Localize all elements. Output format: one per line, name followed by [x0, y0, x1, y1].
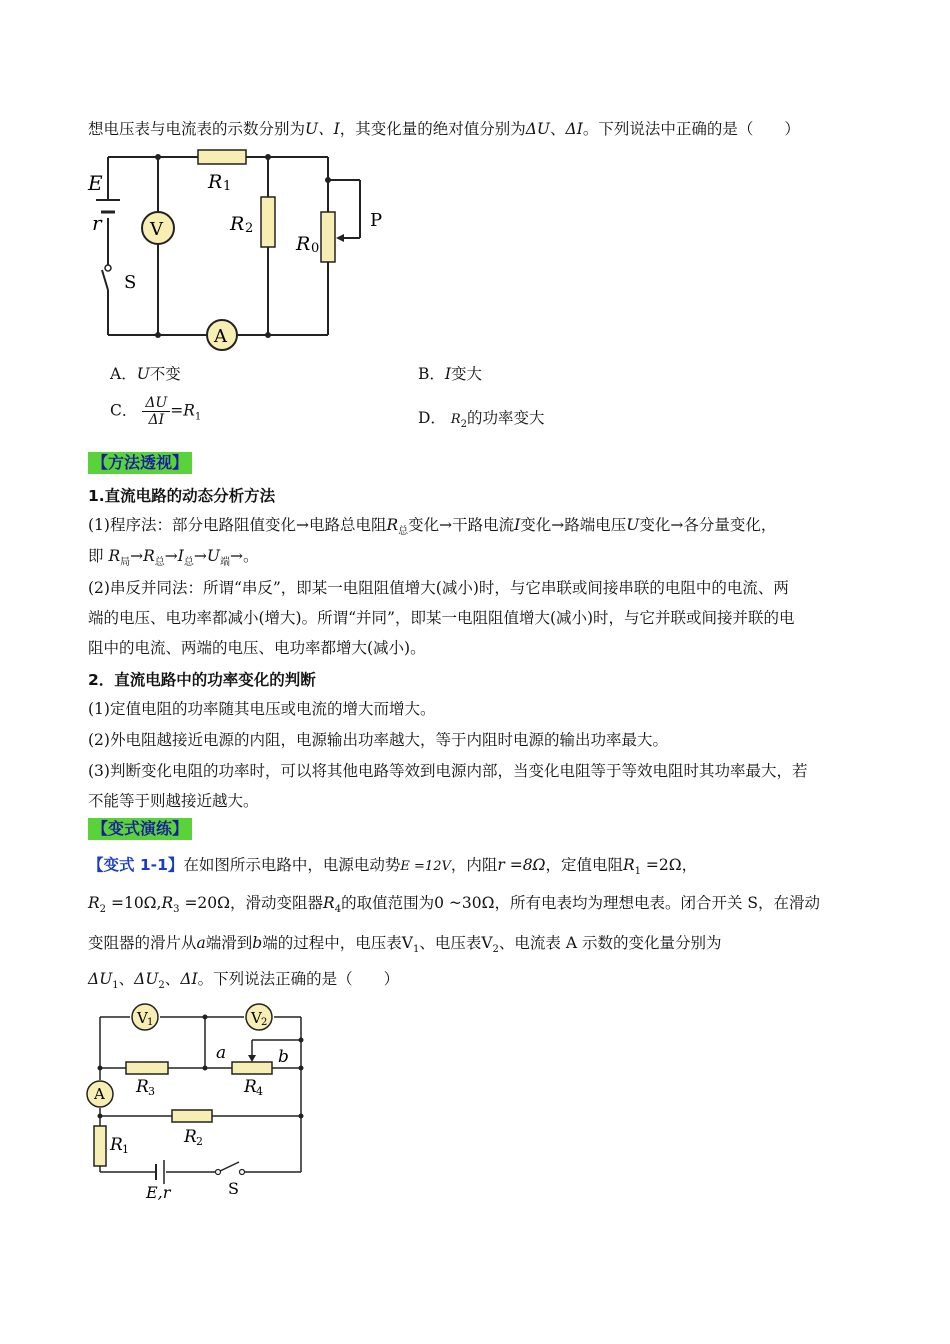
fig2-label-r3-sub: 3	[148, 1085, 155, 1098]
method-p1b-u: U	[206, 547, 220, 565]
method-p1b-arrow1: →	[130, 547, 144, 565]
fig2-label-r1: R	[110, 1135, 123, 1155]
practice-l1-c: ，定值电阻	[545, 856, 623, 874]
practice-l2-r3-value: =20Ω	[179, 894, 231, 912]
method-q1: (1)定值电阻的功率随其电压或电流的增大而增大。	[88, 700, 436, 718]
label-a: A	[214, 326, 227, 347]
method-p1b-end: →。	[230, 547, 259, 565]
practice-l2-r3: R	[161, 894, 174, 912]
method-p1a-i: I	[514, 516, 521, 534]
label-r2: R	[230, 213, 245, 235]
fig2-label-b: b	[278, 1047, 289, 1067]
method-p1a	[88, 514, 776, 543]
option-c[interactable]	[110, 395, 201, 429]
label-p: P	[370, 210, 383, 231]
method-p1a-u: U	[626, 516, 640, 534]
option-c-denominator: ΔI	[148, 412, 165, 428]
q1-intro-text: 想电压表与电流表的示数分别为	[88, 120, 306, 138]
method-p2-line1: (2)串反并同法：所谓“串反”，即某一电阻阻值增大(减小)时，与它串联或间接串联的电阻中的电流、两	[88, 579, 789, 597]
fig2-label-v2: V	[251, 1009, 262, 1027]
method-p1b-arrow2: →	[164, 547, 178, 565]
resistor-r1	[198, 150, 246, 164]
practice-l1-r1-value: =2Ω	[641, 856, 682, 874]
method-p1b	[88, 545, 259, 574]
resistor-r4	[232, 1062, 272, 1074]
fig2-label-v2-sub: 2	[261, 1017, 268, 1028]
method-p1b-arrow3: →	[193, 547, 207, 565]
option-b[interactable]	[418, 363, 482, 385]
resistor-r0	[321, 212, 335, 262]
fig2-label-r3: R	[136, 1077, 149, 1097]
fig2-label-er: E,r	[146, 1183, 171, 1202]
label-v: V	[150, 219, 163, 240]
practice-l2-r2-sub: 2	[99, 904, 107, 916]
practice-l3-a: 变阻器的滑片从	[88, 934, 197, 952]
option-a-var: U	[136, 365, 150, 383]
fig2-label-ammeter: A	[94, 1085, 105, 1103]
method-p1b-r1-sub: 局	[120, 557, 131, 569]
option-a[interactable]	[110, 363, 181, 385]
label-r1: R	[208, 171, 223, 193]
method-p2-line3: 阻中的电流、两端的电压、电功率都增大(减小)。	[88, 639, 426, 657]
fig2-label-r1-sub: 1	[122, 1143, 129, 1156]
practice-l2-a: ，滑动变阻器	[230, 894, 324, 912]
option-b-text: 变大	[451, 365, 483, 383]
fig2-label-r4-sub: 4	[256, 1085, 263, 1098]
practice-l1-a: 在如图所示电路中，电源电动势	[183, 856, 401, 874]
fig2-label-v1: V	[137, 1009, 148, 1027]
option-b-var: I	[444, 365, 452, 383]
label-r2-sub: 2	[245, 221, 254, 236]
method-p1a-d: 变化→各分量变化，	[639, 516, 777, 534]
fig2-label-r2: R	[184, 1127, 197, 1147]
q1-intro	[88, 118, 800, 140]
practice-l2-c: ，所有电表均为理想电表。闭合开关 S，在滑动	[494, 894, 821, 912]
practice-l1-r: r =8Ω	[497, 856, 546, 874]
q1-intro-mid: ，其变化量的绝对值分别为	[339, 120, 526, 138]
circuit-figure-2	[82, 1000, 322, 1205]
method-q3-line2: 不能等于则越接近越大。	[88, 792, 259, 810]
practice-l3-e: 、电流表 A 示数的变化量分别为	[498, 934, 722, 952]
method-p1b-pre: 即	[88, 547, 104, 565]
option-c-sub: 1	[194, 411, 202, 423]
practice-l4-du1: ΔU	[88, 970, 113, 988]
label-e: E	[88, 171, 103, 195]
practice-l3-a-var: a	[196, 934, 206, 952]
practice-l4-d: 。下列说法正确的是（ ）	[197, 970, 400, 988]
practice-line2	[88, 892, 820, 921]
circuit-figure-1	[80, 140, 400, 355]
option-d[interactable]	[418, 407, 545, 436]
method-q2: (2)外电阻越接近电源的内阻，电源输出功率越大，等于内阻时电源的输出功率最大。	[88, 731, 668, 749]
practice-line3	[88, 932, 721, 961]
label-s: S	[124, 272, 137, 293]
option-c-fraction	[142, 395, 170, 428]
practice-l2-r2-value: =10Ω,	[106, 894, 162, 912]
option-b-letter: B．	[418, 365, 445, 383]
practice-l3-v2: V	[481, 934, 493, 952]
label-r: r	[92, 211, 102, 235]
fig2-label-a: a	[216, 1043, 227, 1063]
fig2-label-r2-sub: 2	[196, 1135, 203, 1148]
option-c-numerator: ΔU	[142, 395, 170, 412]
practice-l4-du2: ΔU	[134, 970, 159, 988]
method-p1a-b: 变化→干路电流	[408, 516, 515, 534]
method-q3-line1: (3)判断变化电阻的功率时，可以将其他电路等效到电源内部，当变化电阻等于等效电阻时其功率最大，若	[88, 762, 808, 780]
option-c-rhs: =R	[170, 401, 195, 420]
option-d-sub: 2	[460, 419, 468, 431]
option-a-letter: A．	[110, 365, 137, 383]
method-p1b-i-sub: 总	[183, 557, 194, 569]
practice-l3-v2-sub: 2	[492, 944, 499, 956]
slider-arrow-icon-2	[248, 1055, 256, 1062]
practice-line4	[88, 968, 399, 997]
practice-l3-v1: V	[401, 934, 413, 952]
option-d-var: R	[450, 412, 461, 427]
label-r1-sub: 1	[223, 179, 232, 194]
practice-l4-di: ΔI	[180, 970, 198, 988]
practice-l2-r4: R	[323, 894, 335, 912]
practice-l3-b-var: b	[252, 934, 263, 952]
q1-intro-suffix: 。下列说法中正确的是（ ）	[582, 120, 800, 138]
option-a-text: 不变	[149, 365, 181, 383]
method-p1b-i: I	[177, 547, 184, 565]
practice-l2-b: 的取值范围为	[341, 894, 435, 912]
resistor-r2-fig2	[172, 1110, 212, 1122]
practice-l2-r3-sub: 3	[173, 904, 180, 916]
q1-intro-di: ΔI	[565, 120, 583, 138]
practice-l1-e: E =12V	[400, 859, 451, 874]
practice-l1-d: ，	[681, 856, 698, 874]
practice-tag: 【变式演练】	[88, 818, 192, 840]
q1-intro-sep: 、	[549, 120, 566, 138]
method-p1b-r2: R	[143, 547, 155, 565]
method-p1b-r1: R	[108, 547, 121, 565]
fig2-label-s: S	[228, 1179, 239, 1198]
label-r0-sub: 0	[311, 241, 320, 256]
slider-arrow-icon	[336, 234, 344, 242]
method-p1a-c: 变化→路端电压	[520, 516, 627, 534]
practice-l4-du1-sub: 1	[112, 980, 119, 992]
q1-intro-du: ΔU	[525, 120, 550, 138]
practice-line1	[88, 854, 697, 883]
practice-l3-b: 端滑到	[205, 934, 253, 952]
practice-l2-r4-sub: 4	[334, 904, 342, 916]
practice-l1-r1-sub: 1	[634, 866, 641, 878]
practice-l1-b: ，内阻	[450, 856, 498, 874]
method-p1a-r-sub: 总	[398, 526, 409, 538]
practice-l4-sep2: 、	[164, 970, 181, 988]
practice-l4-sep1: 、	[118, 970, 135, 988]
practice-l1-r1: R	[622, 856, 635, 874]
practice-l3-d: 、电压表	[419, 934, 482, 952]
practice-l3-c: 端的过程中，电压表	[262, 934, 402, 952]
option-d-letter: D．	[418, 409, 446, 427]
practice-label: 【变式 1-1】	[88, 856, 184, 874]
fig2-label-r4: R	[244, 1077, 257, 1097]
method-p1a-r: R	[386, 516, 399, 534]
method-tag: 【方法透视】	[88, 452, 192, 474]
practice-l3-v1-sub: 1	[412, 944, 420, 956]
label-r0: R	[296, 233, 311, 255]
q1-intro-ui: U、I	[305, 120, 340, 138]
resistor-r2	[261, 197, 275, 247]
resistor-r1-fig2	[94, 1126, 106, 1166]
practice-l2-range: 0 ~30Ω	[434, 894, 495, 912]
practice-l2-r2: R	[88, 894, 100, 912]
method-p1b-r2-sub: 总	[154, 557, 165, 569]
option-d-text: 的功率变大	[467, 409, 545, 427]
method-p2-line2: 端的电压、电功率都减小(增大)。所谓“并同”，即某一电阻阻值增大(减小)时，与它并联或间接并联的电	[88, 609, 795, 627]
method-p1b-u-sub: 端	[220, 557, 230, 569]
option-c-letter: C．	[110, 401, 138, 420]
resistor-r3	[126, 1062, 168, 1074]
method-heading-2: 2．直流电路中的功率变化的判断	[88, 671, 316, 689]
fig2-label-v1-sub: 1	[147, 1017, 154, 1028]
method-heading-1: 1.直流电路的动态分析方法	[88, 487, 276, 505]
method-p1a-text: (1)程序法：部分电路阻值变化→电路总电阻	[88, 516, 387, 534]
practice-l4-du2-sub: 2	[158, 980, 165, 992]
